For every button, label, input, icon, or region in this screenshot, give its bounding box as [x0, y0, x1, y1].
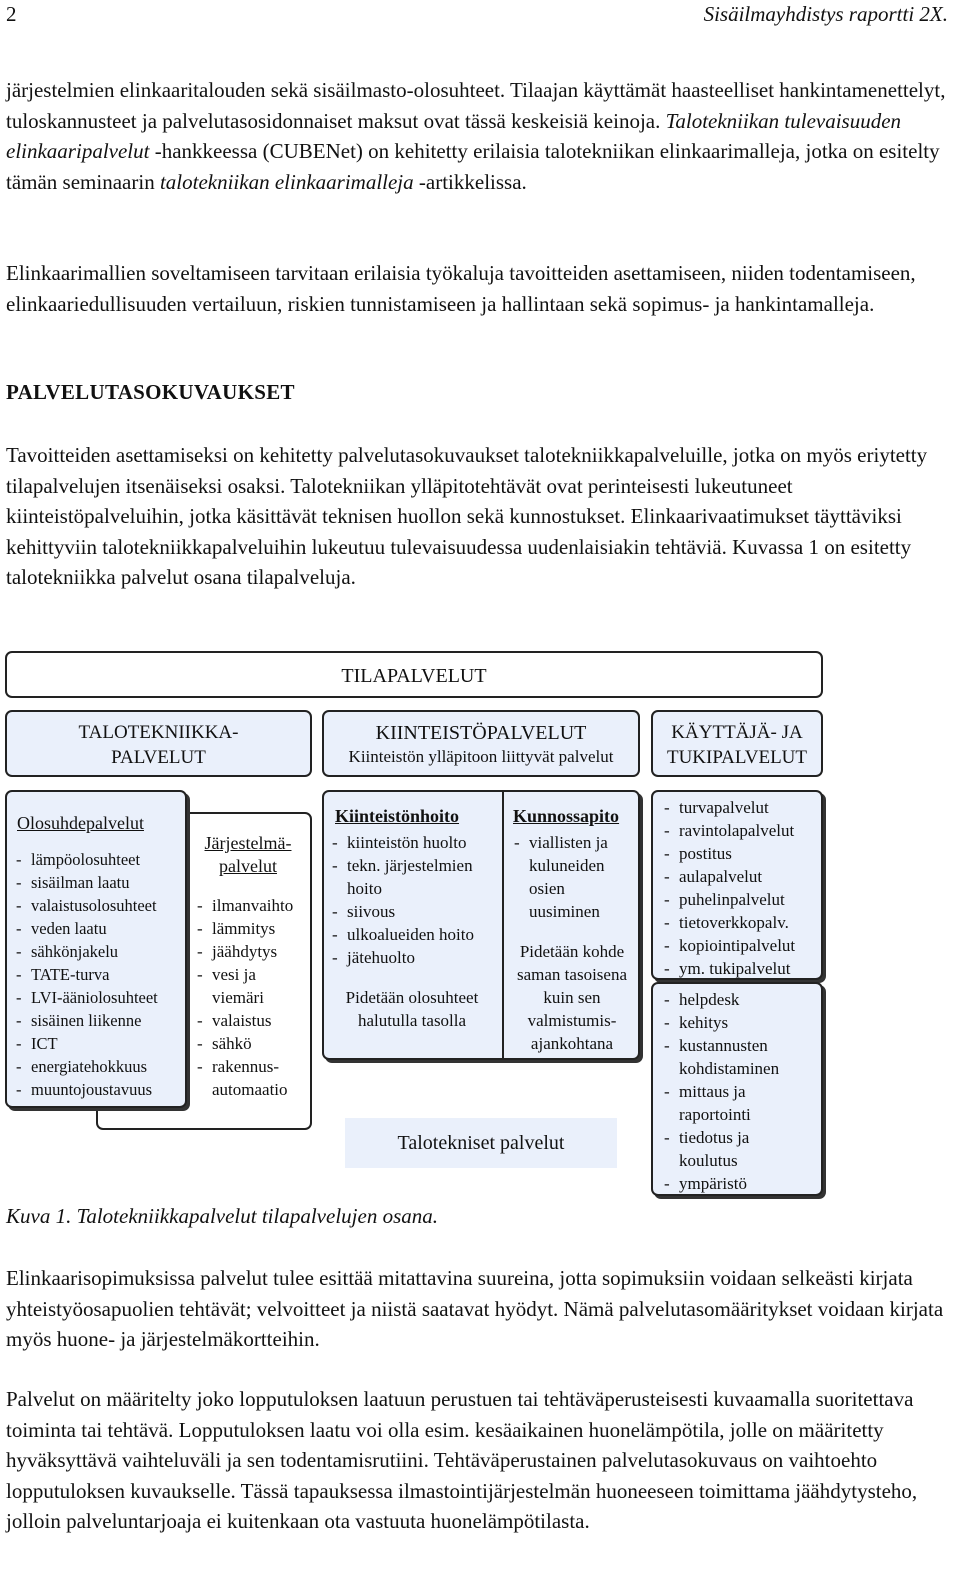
jarjestelmapalvelut-title: Järjestelmä- palvelut — [204, 833, 292, 876]
para1-italic2: talotekniikan elinkaarimalleja — [159, 169, 414, 194]
list-item: - kiinteistön huolto — [331, 831, 489, 854]
talotekniikka-header-box: TALOTEKNIIKKA- PALVELUT — [5, 710, 312, 777]
page-number: 2 — [6, 2, 17, 26]
olosuhdepalvelut-list — [15, 848, 187, 1101]
kiinteistopalvelut-title: KIINTEISTÖPALVELUT — [375, 722, 587, 744]
kayttaja-header-box: KÄYTTÄJÄ- JA TUKIPALVELUT — [651, 710, 823, 777]
list-item: - tietoverkkopalv. — [663, 911, 821, 934]
list-item: - tekn. järjestelmien hoito — [331, 854, 489, 900]
kiinteistonhoito-note: Pidetään olosuhteet halutulla tasolla — [345, 988, 479, 1030]
kiinteistonhoito-title: Kiinteistönhoito — [335, 806, 460, 826]
kunnossapito-title: Kunnossapito — [513, 806, 620, 826]
kiinteistonhoito-column — [325, 792, 504, 1058]
running-title: Sisäilmayhdistys raportti 2X. — [703, 2, 948, 26]
list-item: - tiedotus ja koulutus — [663, 1126, 821, 1172]
list-item: - viallisten ja kuluneiden osien uusiminen — [513, 831, 633, 923]
list-item: - siivous — [331, 900, 489, 923]
kayttaja-list-1 — [663, 796, 821, 980]
kayttaja-list-2 — [663, 988, 821, 1195]
list-item: - puhelinpalvelut — [663, 888, 821, 911]
list-item: - ulkoalueiden hoito — [331, 923, 489, 946]
paragraph-2: Elinkaarimallien soveltamiseen tarvitaan erilaisia työkaluja tavoitteiden asettamiseen, niiden todentamiseen, elinkaariedullisuuden vertailuun, riskien tunnistamiseen ja hallintaan sekä sopimus- ja hankintamalleja. — [6, 261, 916, 316]
list-item: - valaistus — [196, 1009, 312, 1032]
para1-italic1: Talotekniikan tulevaisuuden elinkaaripalvelut — [6, 108, 902, 163]
kiinteistonhoito-list — [331, 831, 489, 969]
kunnossapito-column — [505, 792, 638, 1058]
list-item: - veden laatu — [15, 917, 187, 940]
list-item: - jäähdytys — [196, 940, 312, 963]
kiinteistopalvelut-detail-box — [322, 790, 640, 1060]
list-item: - ilmanvaihto — [196, 894, 312, 917]
list-item: - turvapalvelut — [663, 796, 821, 819]
olosuhdepalvelut-box — [5, 790, 187, 1108]
list-item: - ympäristö — [663, 1172, 821, 1195]
kunnossapito-note: Pidetään kohde saman tasoisena kuin sen valmistumis- ajankohtana — [517, 942, 627, 1053]
kunnossapito-list — [513, 831, 633, 923]
list-item: - sähkönjakelu — [15, 940, 187, 963]
para1-text2: -hankkeessa (CUBENet) on kehitetty erilaisia talotekniikan elinkaarimalleja, jotka on esitelty tämän seminaarin — [6, 139, 940, 194]
talotekniset-palvelut-label: Talotekniset palvelut — [345, 1118, 617, 1168]
list-item: - sisäilman laatu — [15, 871, 187, 894]
list-item: - rakennus- automaatio — [196, 1055, 312, 1101]
paragraph-5: Palvelut on määritelty joko lopputuloksen laatuun perustuen tai tehtäväperusteisesti kuvaamalla suoritettava toiminta tai tehtävä. Lopputuloksen laatu voi olla esim. kesäaikainen huonelämpötila, jolle on määritetty hyväksyttävä vaihteluväli ja sen todentamisrutiini. Tehtäväperustainen palvelutasokuvaus on vaihtoehto lopputuloksen kuvaukselle. Tässä tapauksessa ilmastointijärjestelmän huoneeseen toimittama jäähdytysteho, jolloin palveluntarjoaja ei kuitenkaan ota vastuuta huonelämpötilasta. — [6, 1387, 918, 1533]
kiinteistopalvelut-header-box — [322, 710, 640, 777]
tilapalvelut-title: TILAPALVELUT — [341, 665, 487, 687]
list-item: - ym. tukipalvelut — [663, 957, 821, 980]
list-item: - aulapalvelut — [663, 865, 821, 888]
list-item: - mittaus ja raportointi — [663, 1080, 821, 1126]
para1-text1: järjestelmien elinkaaritalouden sekä sisäilmasto-olosuhteet. Tilaajan käyttämät haasteelliset hankintamenettelyt, tuloskannusteet ja palvelutasosidonnaiset maksut ovat tässä keskeisiä keinoja. — [6, 78, 946, 133]
list-item: - lämmitys — [196, 917, 312, 940]
list-item: - postitus — [663, 842, 821, 865]
list-item: - sisäinen liikenne — [15, 1009, 187, 1032]
jarjestelmapalvelut-box — [96, 812, 312, 1130]
list-item: - jätehuolto — [331, 946, 489, 969]
list-item: - muuntojoustavuus — [15, 1078, 187, 1101]
paragraph-4: Elinkaarisopimuksissa palvelut tulee esittää mitattavina suureina, jotta sopimuksiin voidaan selkeästi kirjata yhteistyöosapuolien tehtävät; velvoitteet ja niistä saatavat hyödyt. Nämä palvelutasomääritykset voidaan kirjata myös huone- ja järjestelmäkortteihin. — [6, 1266, 944, 1351]
list-item: - kustannusten kohdistaminen — [663, 1034, 821, 1080]
olosuhdepalvelut-title: Olosuhdepalvelut — [17, 813, 144, 833]
list-item: - vesi ja viemäri — [196, 963, 312, 1009]
list-item: - helpdesk — [663, 988, 821, 1011]
paragraph-1 — [6, 75, 956, 197]
tilapalvelut-box — [5, 651, 823, 698]
list-item: - energiatehokkuus — [15, 1055, 187, 1078]
list-item: - ICT — [15, 1032, 187, 1055]
kiinteistopalvelut-subtitle: Kiinteistön ylläpitoon liittyvät palvelut — [348, 747, 614, 766]
paragraph-3: Tavoitteiden asettamiseksi on kehitetty palvelutasokuvaukset talotekniikkapalveluille, jotka on myös eriytetty tilapalvelujen itsenäiseksi osaksi. Talotekniikan ylläpitotehtävät ovat perinteisesti lukeutuneet kiinteistöpalveluihin, jotka käsittävät teknisen huollon sekä kunnostukset. Elinkaarivaatimukset täyttäviksi kehittyviin talotekniikkapalveluihin lukeutuu tulevaisuudessa uudenlaisiakin tehtäviä. Kuvassa 1 on esitetty talotekniikka palvelut osana tilapalveluja. — [6, 443, 928, 589]
list-item: - kehitys — [663, 1011, 821, 1034]
kayttaja-list-box-1 — [651, 790, 823, 980]
list-item: - lämpöolosuhteet — [15, 848, 187, 871]
list-item: - valaistusolosuhteet — [15, 894, 187, 917]
list-item: - LVI-ääniolosuhteet — [15, 986, 187, 1009]
jarjestelmapalvelut-list — [196, 894, 312, 1101]
list-item: - kopiointipalvelut — [663, 934, 821, 957]
kayttaja-list-box-2 — [651, 982, 823, 1196]
list-item: - TATE-turva — [15, 963, 187, 986]
list-item: - sähkö — [196, 1032, 312, 1055]
section-heading: PALVELUTASOKUVAUKSET — [6, 380, 295, 404]
para1-text3: -artikkelissa. — [413, 169, 527, 194]
figure-caption: Kuva 1. Talotekniikkapalvelut tilapalvelujen osana. — [6, 1204, 438, 1228]
list-item: - ravintolapalvelut — [663, 819, 821, 842]
